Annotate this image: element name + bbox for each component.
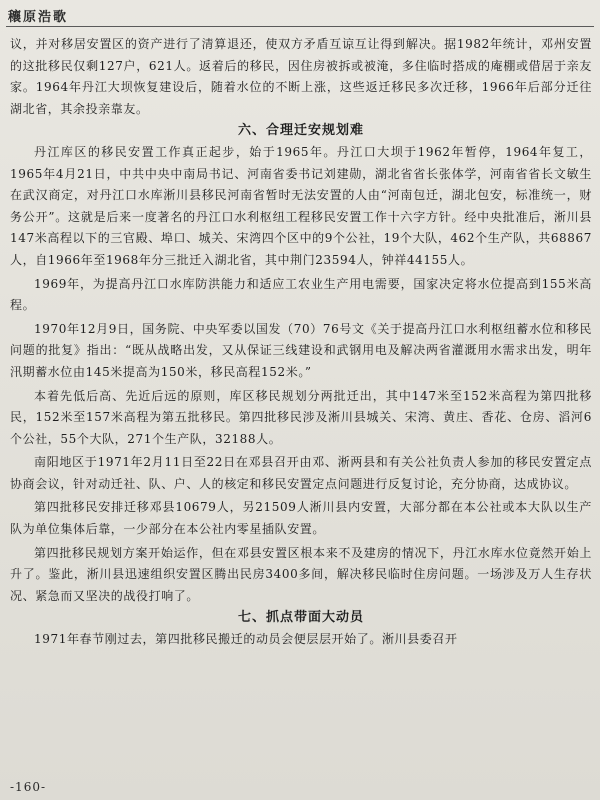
page-number: -160- (10, 780, 47, 794)
paragraph: 南阳地区于1971年2月11日至22日在邓县召开由邓、淅两县和有关公社负责人参加的移民安置定点协商会议，针对动迁社、队、户、人的核定和移民安置定点问题进行反复讨论，充分协商，达成协议。 (10, 455, 592, 491)
paragraph: 第四批移民安排迁移邓县10679人，另21509人淅川县内安置，大部分都在本公社或本大队以生产队为单位集体后靠，一少部分在本公社内零星插队安置。 (10, 500, 592, 537)
paragraph: 本着先低后高、先近后远的原则，库区移民规划分两批迁出，其中147米至152米高程为第四批移民，152米至157米高程为第五批移民。第四批移民涉及淅川县城关、宋湾、黄庄、香花、仓房、滔河6个公社，55个大队，271个生产队，32188人。 (10, 388, 592, 446)
header-divider (6, 26, 594, 27)
paragraph-continuation: 议，并对移居安置区的资产进行了清算退还，使双方矛盾互谅互让得到解决。据1982年统计，邓州安置的这批移民仅剩127户，621人。返着后的移民，因住房被拆或被淹，多住临时搭成的庵棚或借居于亲友家。1964年丹江大坝恢复建设后，随着水位的不断上涨，这些返迁移民多次迁移，1966年后部分迁往湖北省，其余投亲靠友。 (10, 37, 592, 116)
paragraph: 1969年，为提高丹江口水库防洪能力和适应工农业生产用电需要，国家决定将水位提高到155米高程。 (10, 276, 592, 313)
paragraph: 丹江库区的移民安置工作真正起步，始于1965年。丹江口大坝于1962年暂停，1964年复工，1965年4月21日，中共中央中南局书记、河南省委书记刘建勋，湖北省省长张体学，河南省省长文敏生在武汉商定，对丹江口水库淅川县移民河南省暂时无法安置的人由“河南包迁，湖北包安，标准统一，财务公开”。这就是后来一度著名的丹江口水利枢纽工程移民安置工作十六字方针。经中央批准后，淅川县147米高程以下的三官殿、埠口、城关、宋湾四个区中的9个公社，19个大队，462个生产队，共68867人，自1966年至1968年分三批迁入湖北省，其中荆门23594人，钟祥44155人。 (10, 144, 592, 267)
section-heading-6: 六、合理迁安规划难 (237, 123, 364, 139)
paragraph: 第四批移民规划方案开始运作，但在邓县安置区根本来不及建房的情况下，丹江水库水位竟然开始上升了。鉴此，淅川县迅速组织安置区腾出民房3400多间，解决移民临时住房问题。一场涉及万人生存状况、紧急而又坚决的战役打响了。 (10, 545, 592, 603)
page-body (10, 34, 592, 651)
section-heading-7: 七、抓点带面大动员 (237, 610, 364, 626)
paragraph: 1970年12月9日，国务院、中央军委以国发（70）76号文《关于提高丹江口水利枢纽蓄水位和移民问题的批复》指出：“既从战略出发，又从保证三线建设和武钢用电及解决两省灌溉用水需求出发，明年汛期蓄水位由145米提高为150米，移民高程152米。” (10, 321, 592, 379)
running-header-title: 穰原浩歌 (8, 10, 69, 25)
paragraph: 1971年春节刚过去，第四批移民搬迁的动员会便层层开始了。淅川县委召开 (34, 632, 458, 647)
